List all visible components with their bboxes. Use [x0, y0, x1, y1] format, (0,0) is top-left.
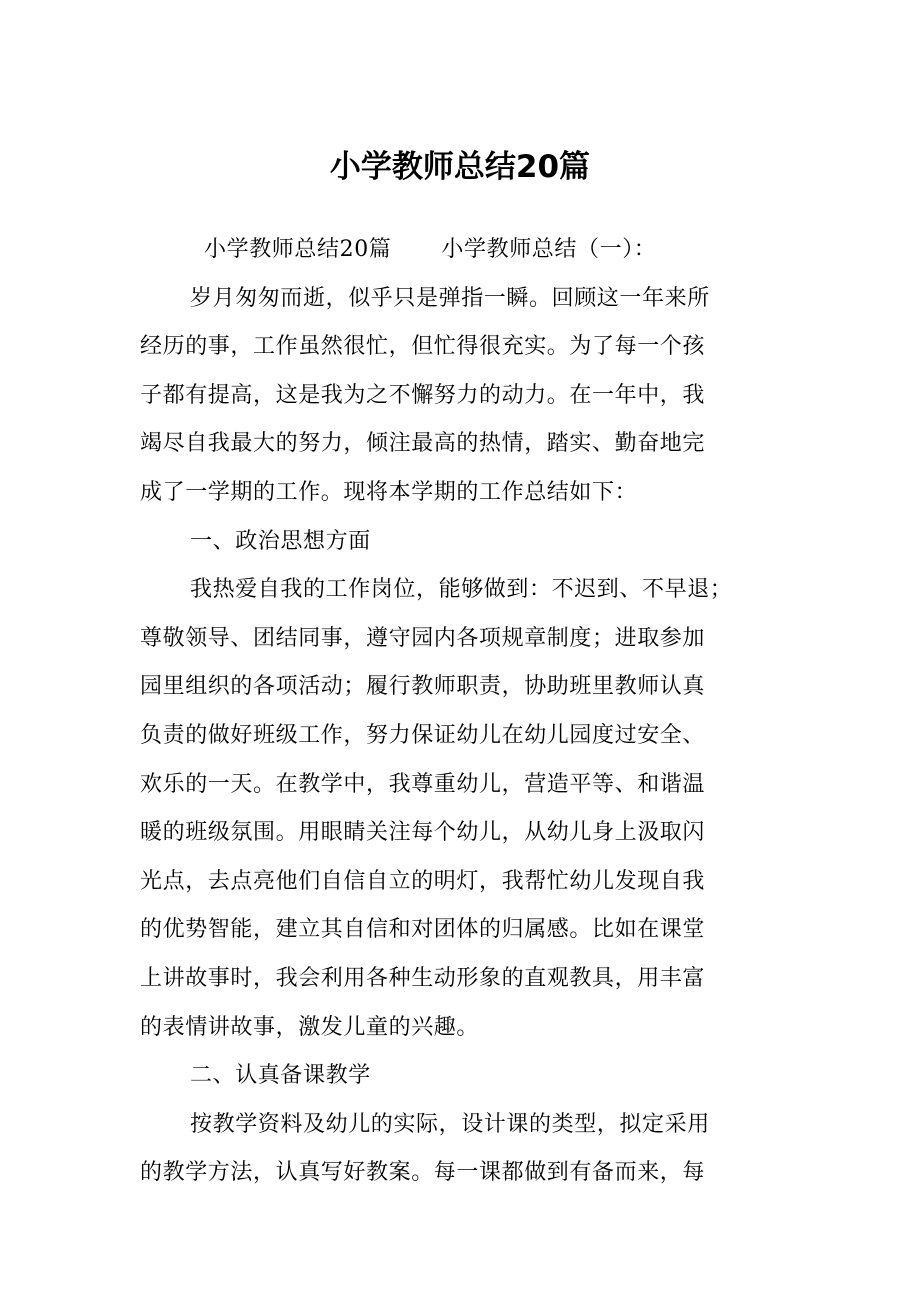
paragraph-line: 负责的做好班级工作，努力保证幼儿在幼儿园度过安全、: [140, 722, 706, 748]
paragraph-line: 竭尽自我最大的努力，倾注最高的热情，踏实、勤奋地完: [140, 431, 706, 457]
paragraph-line: 成了一学期的工作。现将本学期的工作总结如下：: [140, 479, 638, 505]
paragraph-line: 经历的事，工作虽然很忙，但忙得很充实。为了每一个孩: [140, 334, 706, 360]
document-body: [140, 226, 780, 1198]
document-title: 小学教师总结20篇: [329, 149, 591, 185]
paragraph-line: 园里组织的各项活动；履行教师职责，协助班里教师认真: [140, 674, 706, 700]
subtitle-left: 小学教师总结20篇: [204, 237, 392, 262]
paragraph-line: 我热爱自我的工作岗位，能够做到：不迟到、不早退；: [190, 577, 733, 603]
paragraph-line: 的表情讲故事，激发儿童的兴趣。: [140, 1014, 480, 1040]
section-heading-1: 一、政治思想方面: [190, 528, 371, 554]
subtitle-right: 小学教师总结（一）：: [441, 237, 657, 262]
paragraph-line: 上讲故事时，我会利用各种生动形象的直观教具，用丰富: [140, 965, 706, 991]
paragraph-line: 欢乐的一天。在教学中，我尊重幼儿，营造平等、和谐温: [140, 771, 706, 797]
paragraph-line: 岁月匆匆而逝，似乎只是弹指一瞬。回顾这一年来所: [190, 285, 710, 311]
paragraph-line: 暖的班级氛围。用眼睛关注每个幼儿，从幼儿身上汲取闪: [140, 820, 706, 846]
paragraph-line: 按教学资料及幼儿的实际，设计课的类型，拟定采用: [190, 1111, 710, 1137]
paragraph-line: 尊敬领导、团结同事，遵守园内各项规章制度；进取参加: [140, 625, 706, 651]
paragraph-line: 光点，去点亮他们自信自立的明灯，我帮忙幼儿发现自我: [140, 868, 706, 894]
paragraph-line: 的教学方法，认真写好教案。每一课都做到有备而来，每: [140, 1160, 706, 1186]
subtitle-line: [140, 226, 780, 275]
paragraph-line: 子都有提高，这是我为之不懈努力的动力。在一年中，我: [140, 382, 706, 408]
section-heading-2: 二、认真备课教学: [190, 1063, 371, 1089]
paragraph-line: 的优势智能，建立其自信和对团体的归属感。比如在课堂: [140, 917, 706, 943]
